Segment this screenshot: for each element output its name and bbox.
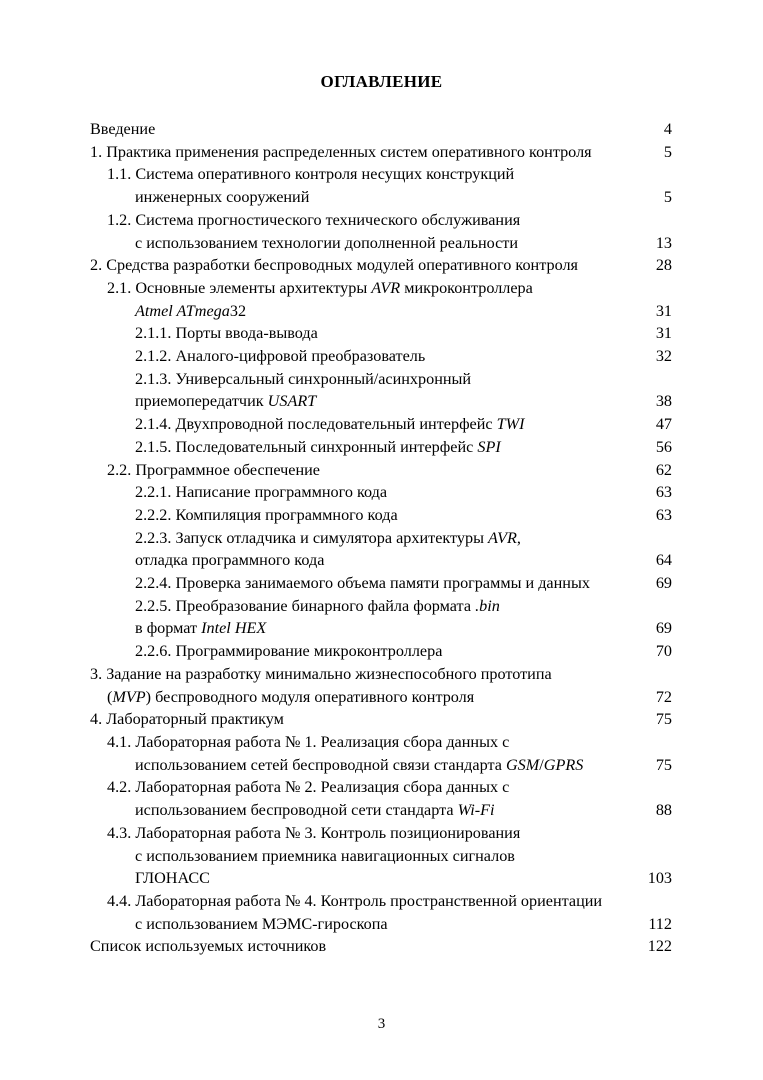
toc-text: 2.2.1. Написание программного кода — [135, 483, 388, 502]
toc-text: 2.2.3. Запуск отладчика и симулятора архитектуры — [135, 528, 489, 547]
toc-page-number: 63 — [655, 483, 672, 502]
toc-entry-line — [90, 527, 672, 550]
toc-entry-line — [90, 935, 672, 958]
toc-page-number: 47 — [655, 415, 672, 434]
toc-entry — [90, 935, 672, 958]
toc-entry — [90, 141, 672, 164]
toc-page-number: 31 — [655, 324, 672, 343]
toc-text-italic: SPI — [477, 437, 501, 456]
toc-text: 4.3. Лабораторная работа № 3. Контроль позиционирования — [107, 823, 521, 842]
toc-page-number: 4 — [663, 120, 672, 138]
toc-text: / — [539, 755, 544, 774]
toc-entry — [90, 572, 672, 595]
toc-text-italic: USART — [267, 392, 317, 411]
toc-page-number: 62 — [655, 460, 672, 479]
toc-entry-line — [90, 731, 672, 754]
toc-text: 4.4. Лабораторная работа № 4. Контроль пространственной ориентации — [107, 891, 603, 910]
page-title: ОГЛАВЛЕНИЕ — [320, 72, 443, 91]
toc-entry — [90, 345, 672, 368]
toc-entry — [90, 527, 672, 572]
toc-entry — [90, 776, 672, 821]
toc-text: с использованием приемника навигационных сигналов — [135, 846, 515, 865]
toc-page-number: 64 — [655, 551, 672, 570]
toc-text: с использованием МЭМС-гироскопа — [135, 914, 388, 933]
page-number: 3 — [377, 1016, 386, 1032]
toc-entry-line — [90, 686, 672, 709]
toc-entry — [90, 640, 672, 663]
toc-entry — [90, 663, 672, 708]
toc-entry — [90, 436, 672, 459]
toc-entry-line — [90, 481, 672, 504]
toc-text-italic: AVR — [371, 278, 401, 297]
toc-text: ( — [107, 687, 113, 706]
toc-entry-line — [90, 277, 672, 300]
toc-entry-line — [90, 845, 672, 868]
toc-page-number: 69 — [655, 619, 672, 638]
toc-entry-line — [90, 549, 672, 572]
toc-text: 4.1. Лабораторная работа № 1. Реализация сбора данных с — [107, 732, 510, 751]
toc-text: 4.2. Лабораторная работа № 2. Реализация сбора данных с — [107, 778, 510, 797]
toc-entry-line — [90, 913, 672, 936]
toc-entry — [90, 277, 672, 322]
toc-text: 2.1. Основные элементы архитектуры — [107, 278, 372, 297]
toc-page-number: 13 — [655, 233, 672, 252]
toc-page-number: 38 — [655, 392, 672, 411]
toc-text: 2.1.3. Универсальный синхронный/асинхронный — [135, 369, 472, 388]
toc-text: 1.2. Система прогностического технического обслуживания — [107, 210, 521, 229]
toc-text: в формат — [135, 619, 202, 638]
toc-page-number: 70 — [655, 642, 672, 661]
toc-text: использованием сетей беспроводной связи стандарта — [135, 755, 506, 774]
toc-entry-line — [90, 118, 672, 141]
toc-entry — [90, 459, 672, 482]
toc-entry-line — [90, 368, 672, 391]
toc-text: инженерных сооружений — [135, 188, 310, 207]
toc-entry-line — [90, 209, 672, 232]
toc-text: отладка программного кода — [135, 551, 325, 570]
toc-entry-line — [90, 867, 672, 890]
toc-page-number: 103 — [647, 869, 672, 888]
toc-text: ГЛОНАСС — [135, 869, 210, 888]
toc-entry-line — [90, 232, 672, 255]
toc-entry — [90, 504, 672, 527]
toc-text-italic: Atmel ATmega — [135, 301, 230, 320]
toc-text-italic: Wi-Fi — [457, 801, 495, 820]
toc-text: 3. Задание на разработку минимально жизнеспособного прототипа — [90, 664, 552, 683]
toc-page-number: 88 — [655, 801, 672, 820]
toc-entry-line — [90, 617, 672, 640]
toc-text: 2.1.2. Аналого-цифровой преобразователь — [135, 347, 426, 366]
toc-text: , — [516, 528, 521, 547]
toc-text: 2.1.4. Двухпроводной последовательный интерфейс — [135, 415, 497, 434]
toc-text: Список используемых источников — [90, 937, 327, 956]
toc-text: 2.2.6. Программирование микроконтроллера — [135, 642, 443, 661]
toc-entry-line — [90, 663, 672, 686]
toc-text: 2.2.2. Компиляция программного кода — [135, 505, 398, 524]
toc-page-number: 56 — [655, 437, 672, 456]
toc-entry-line — [90, 459, 672, 482]
toc-text: 2.2. Программное обеспечение — [107, 460, 320, 479]
toc-text-italic: Intel HEX — [201, 619, 267, 638]
toc-entry-line — [90, 776, 672, 799]
toc-entry — [90, 731, 672, 776]
toc-entry — [90, 595, 672, 640]
toc-entry-line — [90, 799, 672, 822]
toc-text: 1. Практика применения распределенных систем оперативного контроля — [90, 142, 592, 161]
toc-entry-line — [90, 640, 672, 663]
toc-entry — [90, 254, 672, 277]
toc-page-number: 28 — [655, 256, 672, 275]
toc-entry-line — [90, 345, 672, 368]
toc-page-number: 72 — [655, 687, 672, 706]
toc-entry-line — [90, 141, 672, 164]
toc-page-number: 75 — [655, 755, 672, 774]
toc-entry-line — [90, 595, 672, 618]
toc-entry-line — [90, 822, 672, 845]
toc-entry-line — [90, 504, 672, 527]
toc-entry-line — [90, 572, 672, 595]
toc-text: приемопередатчик — [135, 392, 268, 411]
toc-text-italic: GPRS — [543, 755, 584, 774]
toc-text-italic: .bin — [475, 596, 500, 615]
toc-text: ) беспроводного модуля оперативного контроля — [145, 687, 475, 706]
toc-entry-line — [90, 436, 672, 459]
toc-entry-line — [90, 300, 672, 323]
toc-page-number: 63 — [655, 505, 672, 524]
toc-entry-line — [90, 163, 672, 186]
toc-text: 4. Лабораторный практикум — [90, 710, 284, 729]
toc-page-number: 31 — [655, 301, 672, 320]
toc-entry — [90, 481, 672, 504]
toc-entry-line — [90, 754, 672, 777]
toc-page-number: 5 — [663, 142, 672, 161]
toc-entry-line — [90, 890, 672, 913]
toc-text: 2.1.1. Порты ввода-вывода — [135, 324, 318, 343]
toc-entry — [90, 822, 672, 890]
toc-entry-line — [90, 254, 672, 277]
toc-entry — [90, 322, 672, 345]
toc-text: 2.2.5. Преобразование бинарного файла формата — [135, 596, 476, 615]
toc-text: микроконтроллера — [400, 278, 533, 297]
toc-entry — [90, 118, 672, 141]
toc-page-number: 75 — [655, 710, 672, 729]
toc-entry-line — [90, 708, 672, 731]
toc-entry-line — [90, 186, 672, 209]
toc-page-number: 112 — [648, 914, 672, 933]
toc-entry — [90, 708, 672, 731]
toc-text: с использованием технологии дополненной реальности — [135, 233, 519, 252]
toc-entry-line — [90, 322, 672, 345]
toc-text: Введение — [90, 120, 156, 138]
toc-page-number: 69 — [655, 574, 672, 593]
toc-entry — [90, 413, 672, 436]
toc-text: 2.1.5. Последовательный синхронный интерфейс — [135, 437, 478, 456]
toc-entry — [90, 890, 672, 935]
toc-entry — [90, 209, 672, 254]
toc-text: использованием беспроводной сети стандарта — [135, 801, 458, 820]
table-of-contents — [90, 118, 672, 958]
toc-entry-line — [90, 390, 672, 413]
toc-text-italic: AVR — [488, 528, 517, 547]
toc-page-number: 5 — [663, 188, 672, 207]
toc-text-italic: GSM — [505, 755, 540, 774]
toc-text: 1.1. Система оперативного контроля несущих конструкций — [107, 165, 515, 184]
toc-entry-line — [90, 413, 672, 436]
toc-text: 32 — [229, 301, 247, 320]
toc-page-number: 122 — [647, 937, 672, 956]
toc-text: 2. Средства разработки беспроводных модулей оперативного контроля — [90, 256, 578, 275]
toc-text-italic: MVP — [112, 687, 146, 706]
toc-text: 2.2.4. Проверка занимаемого объема памяти программы и данных — [135, 574, 590, 593]
toc-entry — [90, 163, 672, 208]
toc-text-italic: TWI — [496, 415, 525, 434]
toc-page-number: 32 — [655, 347, 672, 366]
toc-entry — [90, 368, 672, 413]
